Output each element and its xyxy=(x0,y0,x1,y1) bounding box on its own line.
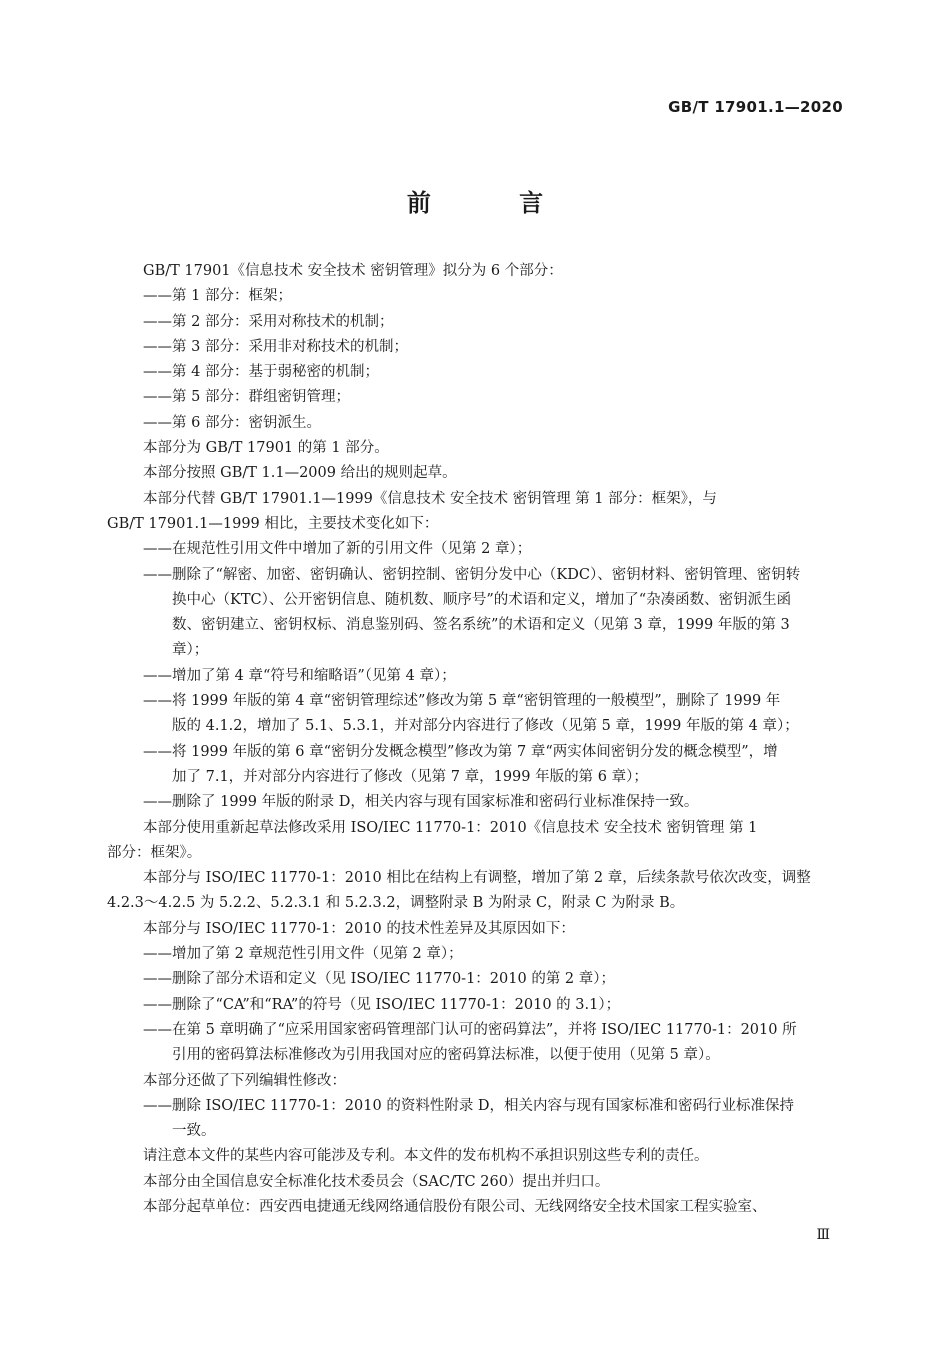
page-number: Ⅲ xyxy=(816,1227,830,1243)
text-line: 本部分使用重新起草法修改采用 ISO/IEC 11770-1：2010《信息技术 安全技术 密钥管理 第 1 xyxy=(143,819,758,836)
text-line: ——第 6 部分：密钥派生。 xyxy=(143,414,321,431)
text-line: GB/T 17901.1—1999 相比，主要技术变化如下： xyxy=(107,515,439,532)
text-line: ——在规范性引用文件中增加了新的引用文件（见第 2 章）； xyxy=(143,541,532,558)
text-line: ——在第 5 章明确了“应采用国家密码管理部门认可的密码算法”，并将 ISO/IEC 11770-1：2010 所 xyxy=(143,1021,797,1038)
text-line: ——删除了“解密、加密、密钥确认、密钥控制、密钥分发中心（KDC）、密钥材料、密钥管理、密钥转 xyxy=(143,566,801,583)
text-line: ——删除了“CA”和“RA”的符号（见 ISO/IEC 11770-1：2010 的 3.1）； xyxy=(143,996,621,1013)
text-line: 本部分还做了下列编辑性修改： xyxy=(143,1072,346,1089)
text-line: GB/T 17901《信息技术 安全技术 密钥管理》拟分为 6 个部分： xyxy=(143,263,563,279)
text-line: ——第 2 部分：采用对称技术的机制； xyxy=(143,313,394,330)
text-line: ——第 1 部分：框架； xyxy=(143,288,292,305)
text-line: 一致。 xyxy=(172,1123,216,1140)
page-title: 前 言 xyxy=(406,189,584,217)
text-line: 本部分为 GB/T 17901 的第 1 部分。 xyxy=(143,440,389,457)
text-line: 数、密钥建立、密钥权标、消息鉴别码、签名系统”的术语和定义（见第 3 章，1999 年版的第 3 xyxy=(172,617,790,634)
text-line: ——将 1999 年版的第 6 章“密钥分发概念模型”修改为第 7 章“两实体间密钥分发的概念模型”，增 xyxy=(143,743,778,760)
text-line: 引用的密码算法标准修改为引用我国对应的密码算法标准，以便于使用（见第 5 章）。 xyxy=(172,1047,720,1064)
text-line: ——将 1999 年版的第 4 章“密钥管理综述”修改为第 5 章“密钥管理的一般模型”，删除了 1999 年 xyxy=(143,693,781,710)
text-line: 换中心（KTC）、公开密钥信息、随机数、顺序号”的术语和定义，增加了“杂凑函数、密钥派生函 xyxy=(172,591,792,608)
text-line: ——增加了第 2 章规范性引用文件（见第 2 章）； xyxy=(143,946,463,963)
text-line: 本部分与 ISO/IEC 11770-1：2010 相比在结构上有调整，增加了第 2 章，后续条款号依次改变，调整 xyxy=(143,870,811,887)
text-line: 本部分与 ISO/IEC 11770-1：2010 的技术性差异及其原因如下： xyxy=(143,920,575,937)
text-line: ——第 4 部分：基于弱秘密的机制； xyxy=(143,364,379,381)
text-line: 加了 7.1，并对部分内容进行了修改（见第 7 章，1999 年版的第 6 章）； xyxy=(172,768,648,785)
text-line: 本部分代替 GB/T 17901.1—1999《信息技术 安全技术 密钥管理 第 1 部分：框架》，与 xyxy=(143,490,717,507)
text-line: ——删除了 1999 年版的附录 D，相关内容与现有国家标准和密码行业标准保持一致。 xyxy=(143,794,699,811)
text-line: 本部分由全国信息安全标准化技术委员会（SAC/TC 260）提出并归口。 xyxy=(143,1173,610,1190)
text-line: ——增加了第 4 章“符号和缩略语”（见第 4 章）； xyxy=(143,667,456,684)
text-line: ——删除 ISO/IEC 11770-1：2010 的资料性附录 D，相关内容与现有国家标准和密码行业标准保持 xyxy=(143,1097,795,1114)
text-line: 4.2.3～4.2.5 为 5.2.2、5.2.3.1 和 5.2.3.2，调整附录 B 为附录 C，附录 C 为附录 B。 xyxy=(107,895,685,912)
text-line: 版的 4.1.2，增加了 5.1、5.3.1，并对部分内容进行了修改（见第 5 章，1999 年版的第 4 章）； xyxy=(172,718,799,735)
text-line: 本部分起草单位：西安西电捷通无线网络通信股份有限公司、无线网络安全技术国家工程实验室、 xyxy=(143,1198,767,1215)
foreword-body xyxy=(107,259,844,1220)
standard-code: GB/T 17901.1—2020 xyxy=(668,98,843,116)
text-line: 本部分按照 GB/T 1.1—2009 给出的规则起草。 xyxy=(143,465,457,482)
text-line: 部分：框架》。 xyxy=(107,844,202,861)
text-line: 请注意本文件的某些内容可能涉及专利。本文件的发布机构不承担识别这些专利的责任。 xyxy=(143,1148,709,1165)
text-line: ——第 5 部分：群组密钥管理； xyxy=(143,389,350,406)
text-line: ——第 3 部分：采用非对称技术的机制； xyxy=(143,338,408,355)
text-line: ——删除了部分术语和定义（见 ISO/IEC 11770-1：2010 的第 2 章）； xyxy=(143,971,616,988)
text-line: 章）； xyxy=(172,642,209,659)
